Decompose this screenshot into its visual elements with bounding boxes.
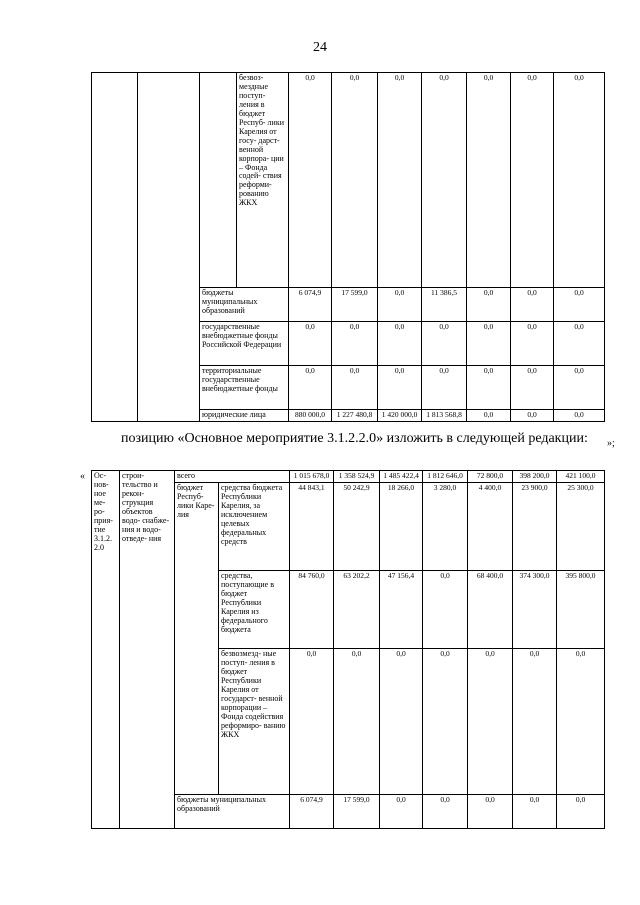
value-cell: 0,0 (554, 73, 605, 288)
value-cell: 0,0 (557, 795, 605, 829)
value-cell: 0,0 (289, 322, 332, 366)
value-cell: 0,0 (554, 366, 605, 410)
table-row (92, 471, 605, 483)
value-cell: 0,0 (467, 322, 511, 366)
value-cell: 1 227 480,8 (332, 410, 378, 422)
value-cell: 1 015 678,0 (290, 471, 334, 483)
value-cell: 68 400,0 (468, 571, 513, 649)
row-label: бюджеты муниципальных образований (200, 288, 289, 322)
table-activity (91, 470, 605, 829)
value-cell: 50 242,9 (334, 483, 380, 571)
value-cell: 6 074,9 (289, 288, 332, 322)
value-cell: 0,0 (511, 366, 554, 410)
value-cell: 0,0 (467, 366, 511, 410)
value-cell: 17 599,0 (332, 288, 378, 322)
table-row (92, 73, 605, 288)
value-cell: 25 300,0 (557, 483, 605, 571)
row-label: территориальные государственные внебюджетные фонды (200, 366, 289, 410)
value-cell: 1 420 000,0 (378, 410, 422, 422)
value-cell: 11 386,5 (422, 288, 467, 322)
value-cell: 0,0 (380, 649, 423, 795)
value-cell: 0,0 (511, 73, 554, 288)
value-cell: 0,0 (290, 649, 334, 795)
activity-code: Ос- нов- ное ме- ро- прия- тие 3.1.2. 2.0 (92, 471, 120, 829)
row-label: бюджеты муниципальных образований (175, 795, 290, 829)
amendment-paragraph (93, 430, 603, 447)
value-cell: 0,0 (378, 73, 422, 288)
value-cell: 0,0 (554, 410, 605, 422)
opening-mark: « (80, 471, 85, 482)
blank-cell (200, 73, 237, 288)
value-cell: 0,0 (332, 322, 378, 366)
value-cell: 0,0 (513, 649, 557, 795)
value-cell: 44 843,1 (290, 483, 334, 571)
value-cell: 0,0 (378, 366, 422, 410)
value-cell: 0,0 (334, 649, 380, 795)
row-label: юридические лица (200, 410, 289, 422)
value-cell: 47 156,4 (380, 571, 423, 649)
value-cell: 0,0 (332, 73, 378, 288)
value-cell: 0,0 (511, 322, 554, 366)
closing-mark: »; (607, 438, 615, 449)
value-cell: 0,0 (423, 649, 468, 795)
row-label: средства бюджета Республики Карелия, за исключением целевых федеральных средств (219, 483, 290, 571)
activity-name: строи- тельство и рекон- струкция объектов водо- снабже- ния и водо- отведе- ния (120, 471, 175, 829)
value-cell: 421 100,0 (557, 471, 605, 483)
value-cell: 1 812 646,0 (423, 471, 468, 483)
row-label: средства, поступающие в бюджет Республики Карелия из федерального бюджета (219, 571, 290, 649)
value-cell: 17 599,0 (334, 795, 380, 829)
value-cell: 0,0 (467, 410, 511, 422)
value-cell: 23 900,0 (513, 483, 557, 571)
value-cell: 63 202,2 (334, 571, 380, 649)
row-label: всего (175, 471, 290, 483)
value-cell: 18 266,0 (380, 483, 423, 571)
value-cell: 84 760,0 (290, 571, 334, 649)
value-cell: 880 000,0 (289, 410, 332, 422)
value-cell: 0,0 (554, 288, 605, 322)
value-cell: 0,0 (378, 322, 422, 366)
value-cell: 72 800,0 (468, 471, 513, 483)
value-cell: 1 485 422,4 (380, 471, 423, 483)
value-cell: 0,0 (289, 73, 332, 288)
row-label: государственные внебюджетные фонды Российской Федерации (200, 322, 289, 366)
value-cell: 0,0 (511, 288, 554, 322)
blank-cell (92, 73, 138, 422)
value-cell: 0,0 (422, 73, 467, 288)
value-cell: 0,0 (332, 366, 378, 410)
value-cell: 0,0 (378, 288, 422, 322)
value-cell: 3 280,0 (423, 483, 468, 571)
value-cell: 0,0 (468, 649, 513, 795)
value-cell: 1 358 524,9 (334, 471, 380, 483)
value-cell: 1 813 568,8 (422, 410, 467, 422)
value-cell: 0,0 (554, 322, 605, 366)
value-cell: 398 200,0 (513, 471, 557, 483)
value-cell: 0,0 (423, 571, 468, 649)
value-cell: 0,0 (422, 366, 467, 410)
value-cell: 0,0 (513, 795, 557, 829)
value-cell: 0,0 (557, 649, 605, 795)
value-cell: 0,0 (380, 795, 423, 829)
value-cell: 0,0 (511, 410, 554, 422)
value-cell: 0,0 (467, 288, 511, 322)
value-cell: 6 074,9 (290, 795, 334, 829)
row-label: безвозмезд- ные поступ- ления в бюджет Республики Карелия от государст- венной корпорации – Фонда содействия реформиро- ванию ЖКХ (219, 649, 290, 795)
budget-label: бюджет Респуб- лики Каре- лия (175, 483, 219, 795)
amendment-text: позицию «Основное мероприятие 3.1.2.2.0» изложить в следующей редакции: (121, 431, 588, 446)
value-cell: 0,0 (468, 795, 513, 829)
value-cell: 0,0 (422, 322, 467, 366)
row-label: безвоз- мездные поступ- ления в бюджет Респуб- лики Карелия от госу- дарст- венной корпора- ции – Фонда содей- ствия реформи- рованию ЖКХ (237, 73, 289, 288)
value-cell: 4 400,0 (468, 483, 513, 571)
value-cell: 374 300,0 (513, 571, 557, 649)
value-cell: 0,0 (467, 73, 511, 288)
page-number: 24 (313, 40, 327, 55)
table-continuation (91, 72, 605, 422)
blank-cell (138, 73, 200, 422)
value-cell: 0,0 (423, 795, 468, 829)
value-cell: 395 800,0 (557, 571, 605, 649)
value-cell: 0,0 (289, 366, 332, 410)
